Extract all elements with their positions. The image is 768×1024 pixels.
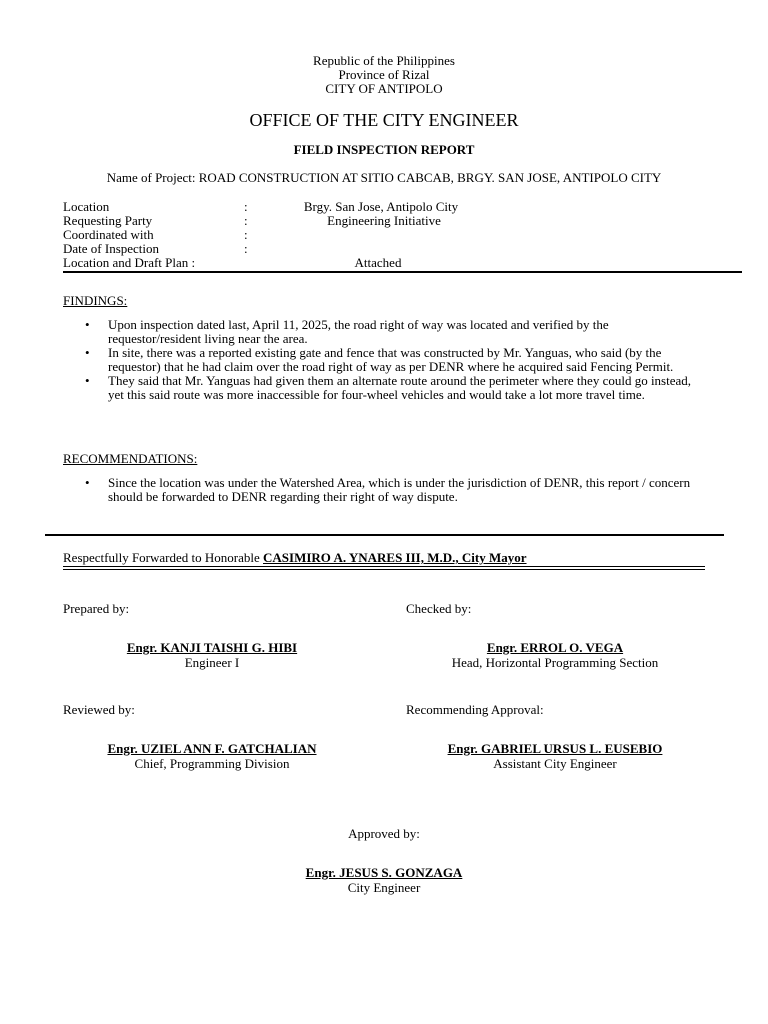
info-label-draft-plan: Location and Draft Plan : — [63, 255, 196, 270]
reviewed-name: Engr. UZIEL ANN F. GATCHALIAN — [107, 741, 317, 756]
prepared-name: Engr. KANJI TAISHI G. HIBI — [126, 640, 298, 655]
finding-text: They said that Mr. Yanguas had given them an alternate route around the perimeter where they could go instead, yet this said route was more inaccessible for four-wheel vehicles and would take a lot more travel time. — [108, 373, 692, 402]
forwarded-line — [63, 550, 527, 566]
info-value-location: Brgy. San Jose, Antipolo City — [303, 199, 459, 214]
bullet-icon: • — [85, 373, 90, 388]
list-item — [63, 374, 703, 402]
mayor-name: CASIMIRO A. YNARES III, M.D., City Mayor — [263, 550, 527, 565]
info-colon-date-of-inspection: : — [244, 241, 248, 256]
section-divider — [45, 534, 724, 536]
bullet-icon: • — [85, 345, 90, 360]
project-line — [0, 170, 768, 186]
checked-name: Engr. ERROL O. VEGA — [486, 640, 624, 655]
approved-title: City Engineer — [347, 880, 421, 895]
finding-text: Upon inspection dated last, April 11, 2025, the road right of way was located and verified by the requestor/resident living near the area. — [108, 317, 609, 346]
info-label-location: Location — [63, 199, 110, 214]
info-label-date-of-inspection: Date of Inspection — [63, 241, 160, 256]
project-name: ROAD CONSTRUCTION AT SITIO CABCAB, BRGY. SAN JOSE, ANTIPOLO CITY — [198, 170, 662, 185]
info-value-draft-plan: Attached — [354, 255, 402, 270]
info-divider — [63, 271, 742, 273]
recommendations-list — [63, 476, 703, 504]
info-label-coordinated-with: Coordinated with — [63, 227, 154, 242]
project-label: Name of Project: — [106, 170, 196, 185]
findings-list — [63, 318, 703, 402]
recommendations-heading: RECOMMENDATIONS: — [63, 451, 198, 466]
recommendation-text: Since the location was under the Watershed Area, which is under the jurisdiction of DENR, this report / concern should be forwarded to DENR regarding their right of way dispute. — [108, 475, 691, 504]
reviewed-label: Reviewed by: — [63, 702, 135, 717]
checked-title: Head, Horizontal Programming Section — [451, 655, 659, 670]
info-colon-coordinated-with: : — [244, 227, 248, 242]
recommending-label: Recommending Approval: — [406, 702, 544, 717]
header-city: CITY OF ANTIPOLO — [325, 81, 443, 96]
forwarded-prefix: Respectfully Forwarded to Honorable — [63, 550, 264, 565]
header-province: Province of Rizal — [338, 67, 430, 82]
recommending-name: Engr. GABRIEL URSUS L. EUSEBIO — [447, 741, 663, 756]
list-item — [63, 346, 703, 374]
bullet-icon: • — [85, 317, 90, 332]
list-item — [63, 318, 703, 346]
info-value-requesting-party: Engineering Initiative — [327, 213, 441, 228]
info-label-requesting-party: Requesting Party — [63, 213, 153, 228]
checked-label: Checked by: — [406, 601, 472, 616]
prepared-label: Prepared by: — [63, 601, 130, 616]
info-colon-location: : — [244, 199, 248, 214]
approved-label: Approved by: — [348, 826, 420, 841]
forwarded-double-rule — [63, 566, 705, 570]
finding-text: In site, there was a reported existing gate and fence that was constructed by Mr. Yanguas, who said (by the requestor) that he had claim over the road right of way as per DENR where he acquired said Fencing Permit. — [108, 345, 674, 374]
list-item — [63, 476, 703, 504]
office-title: OFFICE OF THE CITY ENGINEER — [249, 110, 519, 130]
approved-name: Engr. JESUS S. GONZAGA — [305, 865, 463, 880]
recommending-title: Assistant City Engineer — [493, 756, 617, 771]
info-colon-requesting-party: : — [244, 213, 248, 228]
prepared-title: Engineer I — [184, 655, 240, 670]
reviewed-title: Chief, Programming Division — [134, 756, 290, 771]
bullet-icon: • — [85, 475, 90, 490]
header-republic: Republic of the Philippines — [313, 53, 455, 68]
findings-heading: FINDINGS: — [63, 293, 128, 308]
report-title: FIELD INSPECTION REPORT — [293, 142, 475, 157]
